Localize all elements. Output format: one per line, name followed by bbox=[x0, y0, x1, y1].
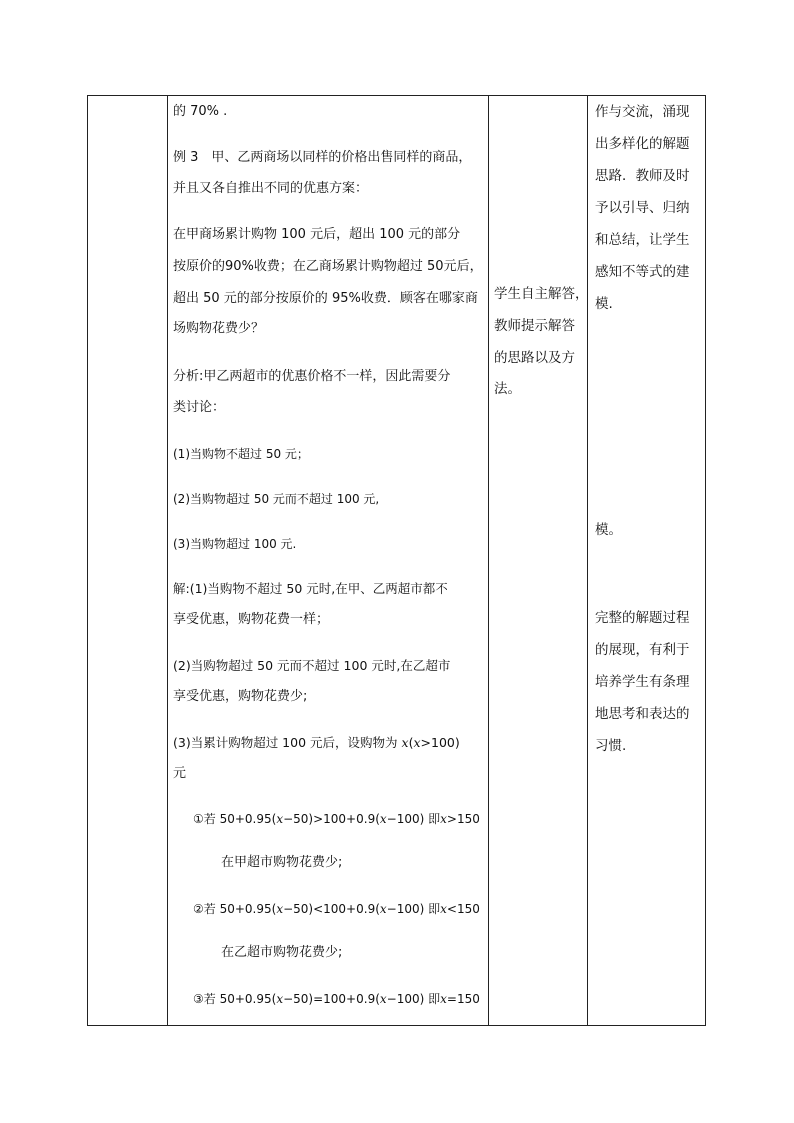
intent-line: 作与交流，涌现 bbox=[595, 104, 690, 120]
text-line: 享受优惠，购物花费少; bbox=[173, 689, 308, 704]
case-item: (2)当购物超过 50 元而不超过 100 元, bbox=[173, 492, 380, 506]
solution-line: 解:(1)当购物不超过 50 元时,在甲、乙两超市都不 bbox=[173, 581, 448, 596]
content-column bbox=[173, 0, 485, 1123]
inequality-line: ①若 50+0.95(x−50)>100+0.9(x−100) 即x>150 bbox=[193, 812, 480, 826]
intent-line: 习惯. bbox=[595, 738, 627, 754]
activity-line: 教师提示解答 bbox=[494, 318, 575, 334]
intent-line: 的展现，有利于 bbox=[595, 642, 690, 658]
text-line: 超出 50 元的部分按原价的 95%收费．顾客在哪家商 bbox=[173, 291, 478, 306]
solution-line: (3)当累计购物超过 100 元后，设购物为 x(x>100) bbox=[173, 735, 460, 750]
text-line: 享受优惠，购物花费一样； bbox=[173, 612, 330, 627]
text-line: 按原价的90%收费；在乙商场累计购物超过 50元后， bbox=[173, 259, 483, 274]
case-item: (3)当购物超过 100 元. bbox=[173, 537, 297, 551]
intent-line: 感知不等式的建 bbox=[595, 264, 690, 280]
activity-column bbox=[494, 0, 589, 1123]
inequality-line: ③若 50+0.95(x−50)=100+0.9(x−100) 即x=150 bbox=[193, 992, 480, 1006]
intent-line: 模. bbox=[595, 296, 613, 312]
intent-line: 和总结，让学生 bbox=[595, 232, 690, 248]
intent-column bbox=[595, 0, 703, 1123]
intent-line: 思路．教师及时 bbox=[595, 168, 690, 184]
intent-line: 出多样化的解题 bbox=[595, 136, 690, 152]
text-line: 类讨论： bbox=[173, 400, 226, 415]
conclusion-line: 在乙超市购物花费少; bbox=[221, 945, 343, 960]
example-heading: 例 3 甲、乙两商场以同样的价格出售同样的商品， bbox=[173, 150, 472, 165]
column-divider-2 bbox=[488, 95, 489, 1026]
inequality-line: ②若 50+0.95(x−50)<100+0.9(x−100) 即x<150 bbox=[193, 902, 480, 916]
analysis-line: 分析:甲乙两超市的优惠价格不一样，因此需要分 bbox=[173, 369, 451, 384]
intent-line: 培养学生有条理 bbox=[595, 674, 690, 690]
case-item: (1)当购物不超过 50 元； bbox=[173, 447, 309, 461]
text-line: 元 bbox=[173, 766, 187, 781]
activity-line: 法。 bbox=[494, 381, 521, 397]
column-divider-1 bbox=[167, 95, 168, 1026]
text-line: 并且又各自推出不同的优惠方案： bbox=[173, 181, 369, 196]
conclusion-line: 在甲超市购物花费少; bbox=[221, 855, 343, 870]
solution-line: (2)当购物超过 50 元而不超过 100 元时,在乙超市 bbox=[173, 658, 451, 673]
text-line: 在甲商场累计购物 100 元后，超出 100 元的部分 bbox=[173, 227, 461, 242]
text-line: 场购物花费少？ bbox=[173, 321, 265, 336]
intent-line: 完整的解题过程 bbox=[595, 610, 690, 626]
column-divider-3 bbox=[587, 95, 588, 1026]
activity-line: 的思路以及方 bbox=[494, 350, 575, 366]
intent-line: 模。 bbox=[595, 522, 622, 538]
text-line: 的 70% . bbox=[173, 104, 228, 119]
activity-line: 学生自主解答， bbox=[494, 286, 589, 302]
intent-line: 地思考和表达的 bbox=[595, 706, 690, 722]
intent-line: 予以引导、归纳 bbox=[595, 200, 690, 216]
